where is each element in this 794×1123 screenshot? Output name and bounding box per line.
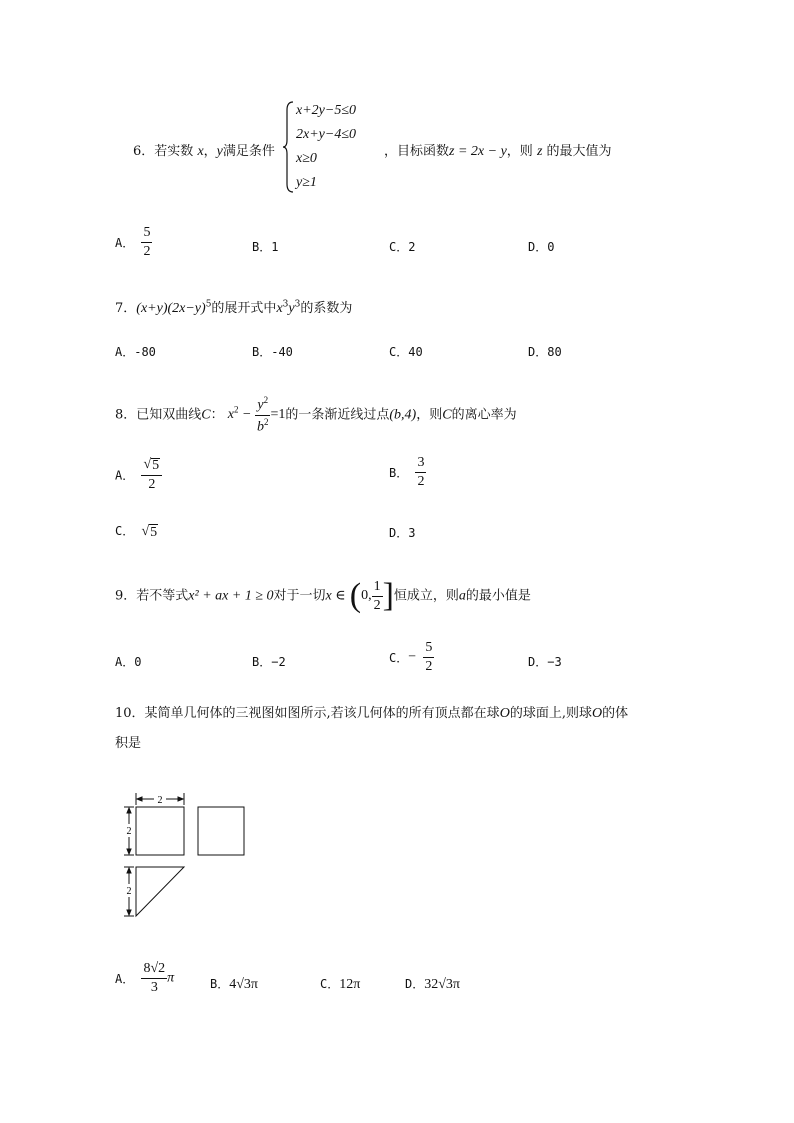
option-letter: A． <box>115 655 135 669</box>
q6-var-x: x <box>197 144 204 159</box>
q9-option-d <box>528 653 562 670</box>
q9-option-b <box>252 653 286 670</box>
q6-stem-tail <box>384 140 612 160</box>
q8-curve: C <box>201 407 211 423</box>
option-letter: D． <box>405 977 425 991</box>
q6-end-text: 的最大值为 <box>546 144 612 159</box>
option-letter: D． <box>528 240 548 254</box>
dim-label-left-lower: 2 <box>126 886 132 897</box>
option-value: 2 <box>408 240 416 254</box>
q8-curve-ref: C <box>442 407 452 423</box>
q9-end-text: 的最小值是 <box>465 588 531 604</box>
q7-option-b <box>252 343 293 360</box>
q9-mid-text: 对于一切 <box>273 588 326 604</box>
option-value: 3 <box>408 526 416 540</box>
q8-number: 8． <box>115 407 137 423</box>
q6-target-expr: z = 2x − y <box>449 144 507 159</box>
arrowhead <box>127 868 131 873</box>
q10-var-o-ref: O <box>591 706 603 721</box>
option-letter: D． <box>528 655 548 669</box>
q10-three-view-figure <box>120 790 250 920</box>
option-letter: A． <box>115 468 135 483</box>
fraction-numerator: 3 <box>415 456 426 473</box>
q10-option-a <box>115 962 174 995</box>
q8-eq-x: x <box>227 407 235 423</box>
front-view-square <box>136 807 184 855</box>
q9-var-a: a <box>458 588 466 604</box>
radical-sign: √ <box>143 457 152 472</box>
dim-label-top: 2 <box>157 795 163 806</box>
q8-option-b <box>389 456 426 489</box>
q8-eq-y: y <box>257 397 264 413</box>
q6-option-a <box>115 226 152 259</box>
q9-option-a <box>115 653 141 670</box>
q9-var: x ∈ <box>325 588 346 604</box>
q10-option-d <box>405 975 460 993</box>
fraction-numerator: 1 <box>372 580 383 597</box>
arrowhead <box>127 849 131 854</box>
option-fraction <box>141 962 167 995</box>
q6-system-line: 2x+y−4≤0 <box>296 127 357 142</box>
radicand: 5 <box>150 525 158 540</box>
q9-stem <box>115 579 531 613</box>
interval-open-paren: ( <box>349 577 362 614</box>
q7-exponent: 5 <box>205 299 212 310</box>
q6-system-line: y≥1 <box>296 175 317 190</box>
option-value: 40 <box>408 345 423 359</box>
option-value: 1 <box>271 240 279 254</box>
q7-option-c <box>389 343 423 360</box>
q6-option-b <box>252 238 278 255</box>
fraction-denominator: 2 <box>143 244 151 259</box>
option-value: 4√3π <box>229 977 258 992</box>
q8-mid-text: 的一条渐近线过点 <box>285 407 390 423</box>
option-fraction <box>423 641 434 674</box>
q10-number: 10． <box>115 706 145 721</box>
sqrt <box>143 458 160 473</box>
q7-term-y: y <box>288 301 295 316</box>
fraction-denominator <box>255 416 271 435</box>
q8-point: (b,4) <box>389 407 417 423</box>
q9-lead: 若不等式 <box>136 588 189 604</box>
fraction-denominator: 3 <box>150 980 158 995</box>
q8-eq-y-exp: 2 <box>263 395 269 405</box>
option-fraction <box>415 456 426 489</box>
q6-target-text: ，目标函数 <box>384 144 450 159</box>
q8-colon: ： <box>210 407 224 423</box>
q6-sep: ， <box>203 144 217 159</box>
q7-option-d <box>528 343 562 360</box>
option-letter: C． <box>389 345 409 359</box>
q7-term-x: x <box>276 301 283 316</box>
option-letter: A． <box>115 236 135 250</box>
option-letter: B． <box>210 977 230 991</box>
option-suffix: π <box>167 970 175 986</box>
arrowhead <box>178 797 183 801</box>
q7-end-text: 的系数为 <box>300 301 353 316</box>
q6-lead: 若实数 <box>154 144 194 159</box>
q10-line1: 某简单几何体的三视图如图所示,若该几何体的所有顶点都在球 <box>144 706 500 721</box>
q6-option-c <box>389 238 415 255</box>
option-value: 32√3π <box>424 977 460 992</box>
q8-eq-b: b <box>256 419 264 435</box>
q8-eq-right: =1 <box>270 407 286 423</box>
fraction-denominator: 2 <box>148 477 156 492</box>
option-value: −2 <box>271 655 286 669</box>
q10-line2: 积是 <box>115 736 142 751</box>
q10-option-c <box>320 975 360 993</box>
q7-mid-text: 的展开式中 <box>211 301 277 316</box>
option-letter: C． <box>389 240 409 254</box>
q6-option-d <box>528 238 554 255</box>
q8-option-d <box>389 524 415 541</box>
option-letter: C． <box>389 651 409 665</box>
option-value: -40 <box>271 345 293 359</box>
option-value: 0 <box>134 655 142 669</box>
q8-tail-text: ，则 <box>416 407 443 423</box>
q10-var-o: O <box>499 706 510 721</box>
option-letter: D． <box>389 526 409 540</box>
q9-interval <box>350 579 394 613</box>
q6-tail-var: z <box>536 144 543 159</box>
option-letter: C． <box>115 524 135 538</box>
fraction-numerator: 5 <box>141 226 152 243</box>
interval-close-bracket: ] <box>382 577 394 614</box>
option-letter: A． <box>115 345 135 359</box>
option-fraction <box>141 226 152 259</box>
q8-eq-x-exp: 2 <box>234 404 239 415</box>
option-letter: B． <box>252 240 272 254</box>
q6-var-y: y <box>216 144 223 159</box>
fraction-denominator: 2 <box>417 474 425 489</box>
top-view-triangle <box>136 867 184 916</box>
option-value: 80 <box>547 345 562 359</box>
q8-eq-fraction <box>255 396 271 434</box>
arrowhead <box>137 797 142 801</box>
q8-lead: 已知双曲线 <box>136 407 202 423</box>
interval-fraction <box>372 580 383 613</box>
option-value: −3 <box>547 655 562 669</box>
option-letter: C． <box>320 977 340 991</box>
radical-sign: √ <box>141 524 150 539</box>
q10-line1b: 的球面上,则球 <box>509 706 592 721</box>
q8-eq-b-exp: 2 <box>263 416 269 427</box>
q7-term-exp-x: 3 <box>282 299 289 310</box>
q6-system <box>296 99 356 195</box>
q7-stem <box>115 297 352 317</box>
q7-option-a <box>115 343 156 360</box>
option-letter: D． <box>528 345 548 359</box>
q10-stem-line1 <box>115 702 628 722</box>
fraction-numerator <box>141 458 162 476</box>
option-letter: B． <box>252 345 272 359</box>
q6-system-line: x≥0 <box>296 151 317 166</box>
q6-stem <box>133 140 275 160</box>
q10-stem-line2 <box>115 732 141 751</box>
dim-label-left-upper: 2 <box>126 826 132 837</box>
option-value: 0 <box>547 240 555 254</box>
option-letter: B． <box>252 655 272 669</box>
q9-mid2-text: 恒成立，则 <box>393 588 459 604</box>
sqrt <box>141 524 158 541</box>
option-letter: B． <box>389 466 409 480</box>
option-value: 12π <box>339 977 361 992</box>
fraction-numerator: 8√2 <box>141 962 167 979</box>
q7-number: 7． <box>115 301 137 316</box>
side-view-square <box>198 807 244 855</box>
fraction-numerator <box>255 396 270 416</box>
q7-term-exp-y: 3 <box>294 299 301 310</box>
q6-number: 6． <box>133 144 155 159</box>
q9-inequality: x² + ax + 1 ≥ 0 <box>188 588 274 604</box>
q10-line1c: 的体 <box>602 706 629 721</box>
option-value: -80 <box>134 345 156 359</box>
q7-expression: (x+y)(2x−y) <box>136 301 206 316</box>
q9-option-c <box>389 641 434 674</box>
q10-option-b <box>210 975 258 993</box>
fraction-denominator: 2 <box>425 659 433 674</box>
q6-system-line: x+2y−5≤0 <box>296 103 357 118</box>
q8-option-a <box>115 458 162 492</box>
arrowhead <box>127 910 131 915</box>
fraction-denominator: 2 <box>373 597 381 613</box>
option-fraction <box>141 458 162 492</box>
fraction-numerator: 5 <box>423 641 434 658</box>
q6-cond-text: 满足条件 <box>222 144 275 159</box>
arrowhead <box>127 808 131 813</box>
q8-equation: $x^2$ − $\frac{y^2}{b^2}$ =1 <box>227 395 286 435</box>
option-sign: − <box>408 649 417 665</box>
interval-left: 0, <box>361 588 372 603</box>
q8-stem <box>115 396 517 434</box>
radicand: 5 <box>152 458 160 473</box>
q6-brace <box>283 100 295 194</box>
q6-tail-text: ，则 <box>506 144 533 159</box>
q8-end-text: 的离心率为 <box>451 407 517 423</box>
option-letter: A． <box>115 972 135 986</box>
q8-option-c <box>115 522 158 541</box>
q9-number: 9． <box>115 588 137 604</box>
